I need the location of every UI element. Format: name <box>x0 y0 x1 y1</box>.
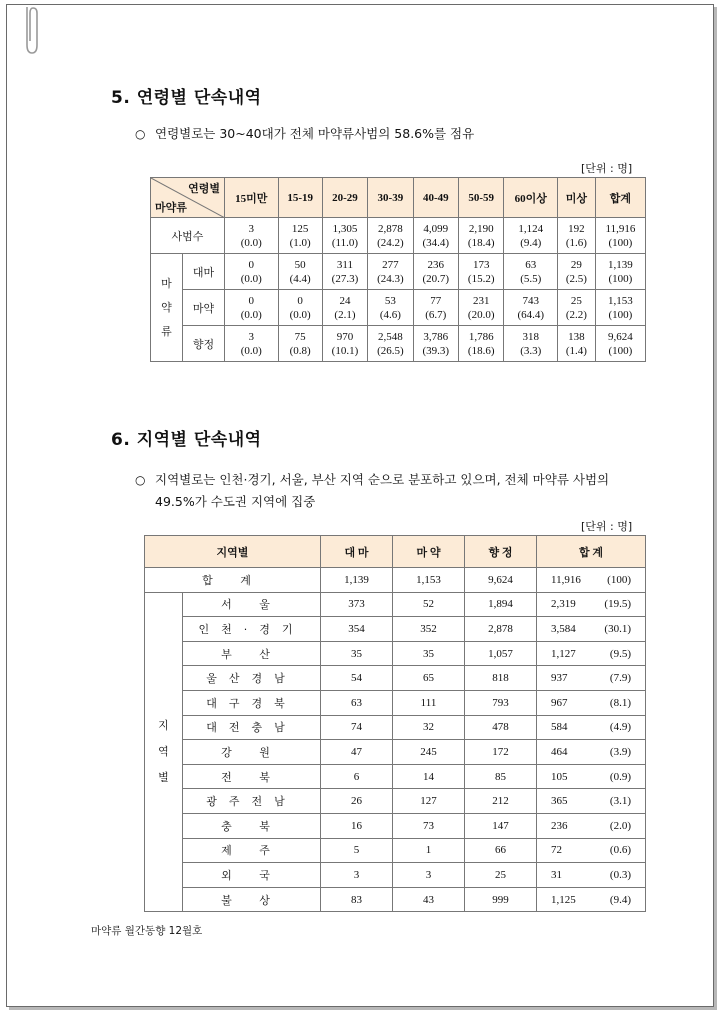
table-cell: 105 (0.9) <box>537 764 646 789</box>
table-cell: 111 <box>393 690 465 715</box>
table-cell: 63 (5.5) <box>504 254 558 290</box>
region-name: 대전충남 <box>183 715 321 740</box>
table-row <box>145 838 646 863</box>
region-name: 전 북 <box>183 764 321 789</box>
region-group-label: 지 역 별 <box>145 592 183 912</box>
table-cell: 173 (15.2) <box>459 254 504 290</box>
table-cell: 14 <box>393 764 465 789</box>
table-cell: 74 <box>321 715 393 740</box>
table-cell: 192 (1.6) <box>558 218 596 254</box>
table-cell: 6 <box>321 764 393 789</box>
table-cell: 53 (4.6) <box>368 290 413 326</box>
table-cell: 3 (0.0) <box>225 218 279 254</box>
table-cell: 584 (4.9) <box>537 715 646 740</box>
corner-top-label: 연령별 <box>188 183 220 195</box>
region-name: 외 국 <box>183 863 321 888</box>
table-cell: 464 (3.9) <box>537 740 646 765</box>
table-cell: 63 <box>321 690 393 715</box>
section-6-bullet <box>135 469 655 513</box>
section-6-title: 6. 지역별 단속내역 <box>111 430 262 450</box>
region-table-header <box>145 536 646 568</box>
table-row <box>145 764 646 789</box>
age-col-header: 60이상 <box>504 178 558 218</box>
age-corner-cell <box>151 178 225 218</box>
table-cell: 65 <box>393 666 465 691</box>
region-name: 불 상 <box>183 887 321 912</box>
table-cell: 75 (0.8) <box>278 326 322 362</box>
table-cell: 125 (1.0) <box>278 218 322 254</box>
table-cell: 3,786 (39.3) <box>413 326 458 362</box>
region-name: 대구경북 <box>183 690 321 715</box>
table-row <box>145 641 646 666</box>
table-cell: 365 (3.1) <box>537 789 646 814</box>
cannabis-header: 대 마 <box>321 536 393 568</box>
table-cell: 3,584 (30.1) <box>537 617 646 642</box>
table-cell: 1,153 <box>393 568 465 593</box>
table-cell: 3 <box>321 863 393 888</box>
table-cell: 318 (3.3) <box>504 326 558 362</box>
table-cell: 16 <box>321 813 393 838</box>
section-5-bullet <box>135 123 655 145</box>
paperclip-icon <box>19 5 41 57</box>
table-cell: 818 <box>465 666 537 691</box>
total-header: 합 계 <box>537 536 646 568</box>
section-6-unit: [단위 : 명] <box>581 520 633 533</box>
region-rows <box>145 592 646 912</box>
table-cell: 478 <box>465 715 537 740</box>
age-col-header: 50-59 <box>459 178 504 218</box>
table-cell: 29 (2.5) <box>558 254 596 290</box>
table-cell: 77 (6.7) <box>413 290 458 326</box>
corner-bottom-label: 마약류 <box>155 202 187 214</box>
region-name: 서 울 <box>183 592 321 617</box>
table-row <box>145 740 646 765</box>
table-cell: 25 <box>465 863 537 888</box>
age-col-header: 미상 <box>558 178 596 218</box>
table-cell: 3 <box>393 863 465 888</box>
section-6-bullet-line2: 49.5%가 수도권 지역에 집중 <box>155 494 316 509</box>
table-cell: 35 <box>321 641 393 666</box>
table-cell: 277 (24.3) <box>368 254 413 290</box>
region-header: 지역별 <box>145 536 321 568</box>
region-table <box>144 535 646 912</box>
table-cell: 54 <box>321 666 393 691</box>
table-cell: 970 (10.1) <box>322 326 367 362</box>
drug-group-label: 마 약 류 <box>151 254 183 362</box>
region-sum-row <box>145 568 646 593</box>
section-6-bullet-line1: 지역별로는 인천·경기, 서울, 부산 지역 순으로 분포하고 있으며, 전체 마약류 사범의 <box>155 472 610 487</box>
row-label: 마약 <box>183 290 225 326</box>
section-5-title: 5. 연령별 단속내역 <box>111 88 262 108</box>
table-cell: 937 (7.9) <box>537 666 646 691</box>
table-cell: 2,548 (26.5) <box>368 326 413 362</box>
age-col-header: 20-29 <box>322 178 367 218</box>
table-row <box>145 887 646 912</box>
region-name: 강 원 <box>183 740 321 765</box>
age-col-header: 30-39 <box>368 178 413 218</box>
table-cell: 9,624 (100) <box>595 326 645 362</box>
table-cell: 2,878 <box>465 617 537 642</box>
table-cell: 4,099 (34.4) <box>413 218 458 254</box>
table-cell: 743 (64.4) <box>504 290 558 326</box>
row-label: 대마 <box>183 254 225 290</box>
table-cell: 236 (2.0) <box>537 813 646 838</box>
table-cell: 0 (0.0) <box>278 290 322 326</box>
age-table-header <box>151 178 646 218</box>
table-row <box>145 813 646 838</box>
table-cell: 311 (27.3) <box>322 254 367 290</box>
table-cell: 11,916 (100) <box>537 568 646 593</box>
table-row <box>145 690 646 715</box>
table-cell: 47 <box>321 740 393 765</box>
age-col-header: 15미만 <box>225 178 279 218</box>
footer: 마약류 월간동향 12월호 <box>91 925 203 937</box>
table-cell: 32 <box>393 715 465 740</box>
table-cell: 127 <box>393 789 465 814</box>
table-cell: 72 (0.6) <box>537 838 646 863</box>
age-row-psycho <box>151 326 646 362</box>
table-cell: 1,125 (9.4) <box>537 887 646 912</box>
table-cell: 52 <box>393 592 465 617</box>
table-cell: 1 <box>393 838 465 863</box>
table-row <box>145 592 646 617</box>
table-cell: 1,139 (100) <box>595 254 645 290</box>
table-cell: 236 (20.7) <box>413 254 458 290</box>
table-cell: 26 <box>321 789 393 814</box>
table-cell: 999 <box>465 887 537 912</box>
table-cell: 35 <box>393 641 465 666</box>
age-col-header: 15-19 <box>278 178 322 218</box>
age-table <box>150 177 646 362</box>
table-cell: 172 <box>465 740 537 765</box>
region-name: 인천·경기 <box>183 617 321 642</box>
table-cell: 1,127 (9.5) <box>537 641 646 666</box>
table-row <box>145 863 646 888</box>
row-label: 합 계 <box>145 568 321 593</box>
table-row <box>145 666 646 691</box>
table-cell: 85 <box>465 764 537 789</box>
table-cell: 31 (0.3) <box>537 863 646 888</box>
region-name: 울산경남 <box>183 666 321 691</box>
table-row <box>145 715 646 740</box>
table-cell: 354 <box>321 617 393 642</box>
table-cell: 1,124 (9.4) <box>504 218 558 254</box>
region-name: 충 북 <box>183 813 321 838</box>
table-cell: 25 (2.2) <box>558 290 596 326</box>
age-col-header: 합계 <box>595 178 645 218</box>
table-cell: 50 (4.4) <box>278 254 322 290</box>
table-cell: 1,786 (18.6) <box>459 326 504 362</box>
table-cell: 2,878 (24.2) <box>368 218 413 254</box>
table-cell: 24 (2.1) <box>322 290 367 326</box>
table-cell: 1,139 <box>321 568 393 593</box>
age-row-narcotic <box>151 290 646 326</box>
table-cell: 1,305 (11.0) <box>322 218 367 254</box>
region-name: 부 산 <box>183 641 321 666</box>
age-total-row <box>151 218 646 254</box>
psycho-header: 향 정 <box>465 536 537 568</box>
table-cell: 231 (20.0) <box>459 290 504 326</box>
document-page <box>6 4 714 1007</box>
row-label: 사범수 <box>151 218 225 254</box>
table-cell: 1,894 <box>465 592 537 617</box>
table-cell: 2,319 (19.5) <box>537 592 646 617</box>
table-cell: 352 <box>393 617 465 642</box>
table-cell: 1,153 (100) <box>595 290 645 326</box>
table-cell: 138 (1.4) <box>558 326 596 362</box>
table-cell: 43 <box>393 887 465 912</box>
table-cell: 245 <box>393 740 465 765</box>
table-cell: 11,916 (100) <box>595 218 645 254</box>
bullet-circle-icon: ○ <box>135 473 146 487</box>
table-cell: 73 <box>393 813 465 838</box>
table-cell: 9,624 <box>465 568 537 593</box>
region-name: 제 주 <box>183 838 321 863</box>
table-cell: 212 <box>465 789 537 814</box>
table-cell: 373 <box>321 592 393 617</box>
table-cell: 0 (0.0) <box>225 290 279 326</box>
region-name: 광주전남 <box>183 789 321 814</box>
bullet-circle-icon: ○ <box>135 127 146 141</box>
age-row-cannabis <box>151 254 646 290</box>
table-cell: 793 <box>465 690 537 715</box>
table-row <box>145 617 646 642</box>
table-cell: 1,057 <box>465 641 537 666</box>
section-5-unit: [단위 : 명] <box>581 162 633 175</box>
table-cell: 967 (8.1) <box>537 690 646 715</box>
row-label: 향정 <box>183 326 225 362</box>
table-cell: 2,190 (18.4) <box>459 218 504 254</box>
age-col-header: 40-49 <box>413 178 458 218</box>
table-cell: 3 (0.0) <box>225 326 279 362</box>
table-row <box>145 789 646 814</box>
section-5-bullet-text: 연령별로는 30~40대가 전체 마약류사범의 58.6%를 점유 <box>155 126 475 141</box>
table-cell: 147 <box>465 813 537 838</box>
narcotic-header: 마 약 <box>393 536 465 568</box>
table-cell: 5 <box>321 838 393 863</box>
table-cell: 66 <box>465 838 537 863</box>
table-cell: 0 (0.0) <box>225 254 279 290</box>
table-cell: 83 <box>321 887 393 912</box>
